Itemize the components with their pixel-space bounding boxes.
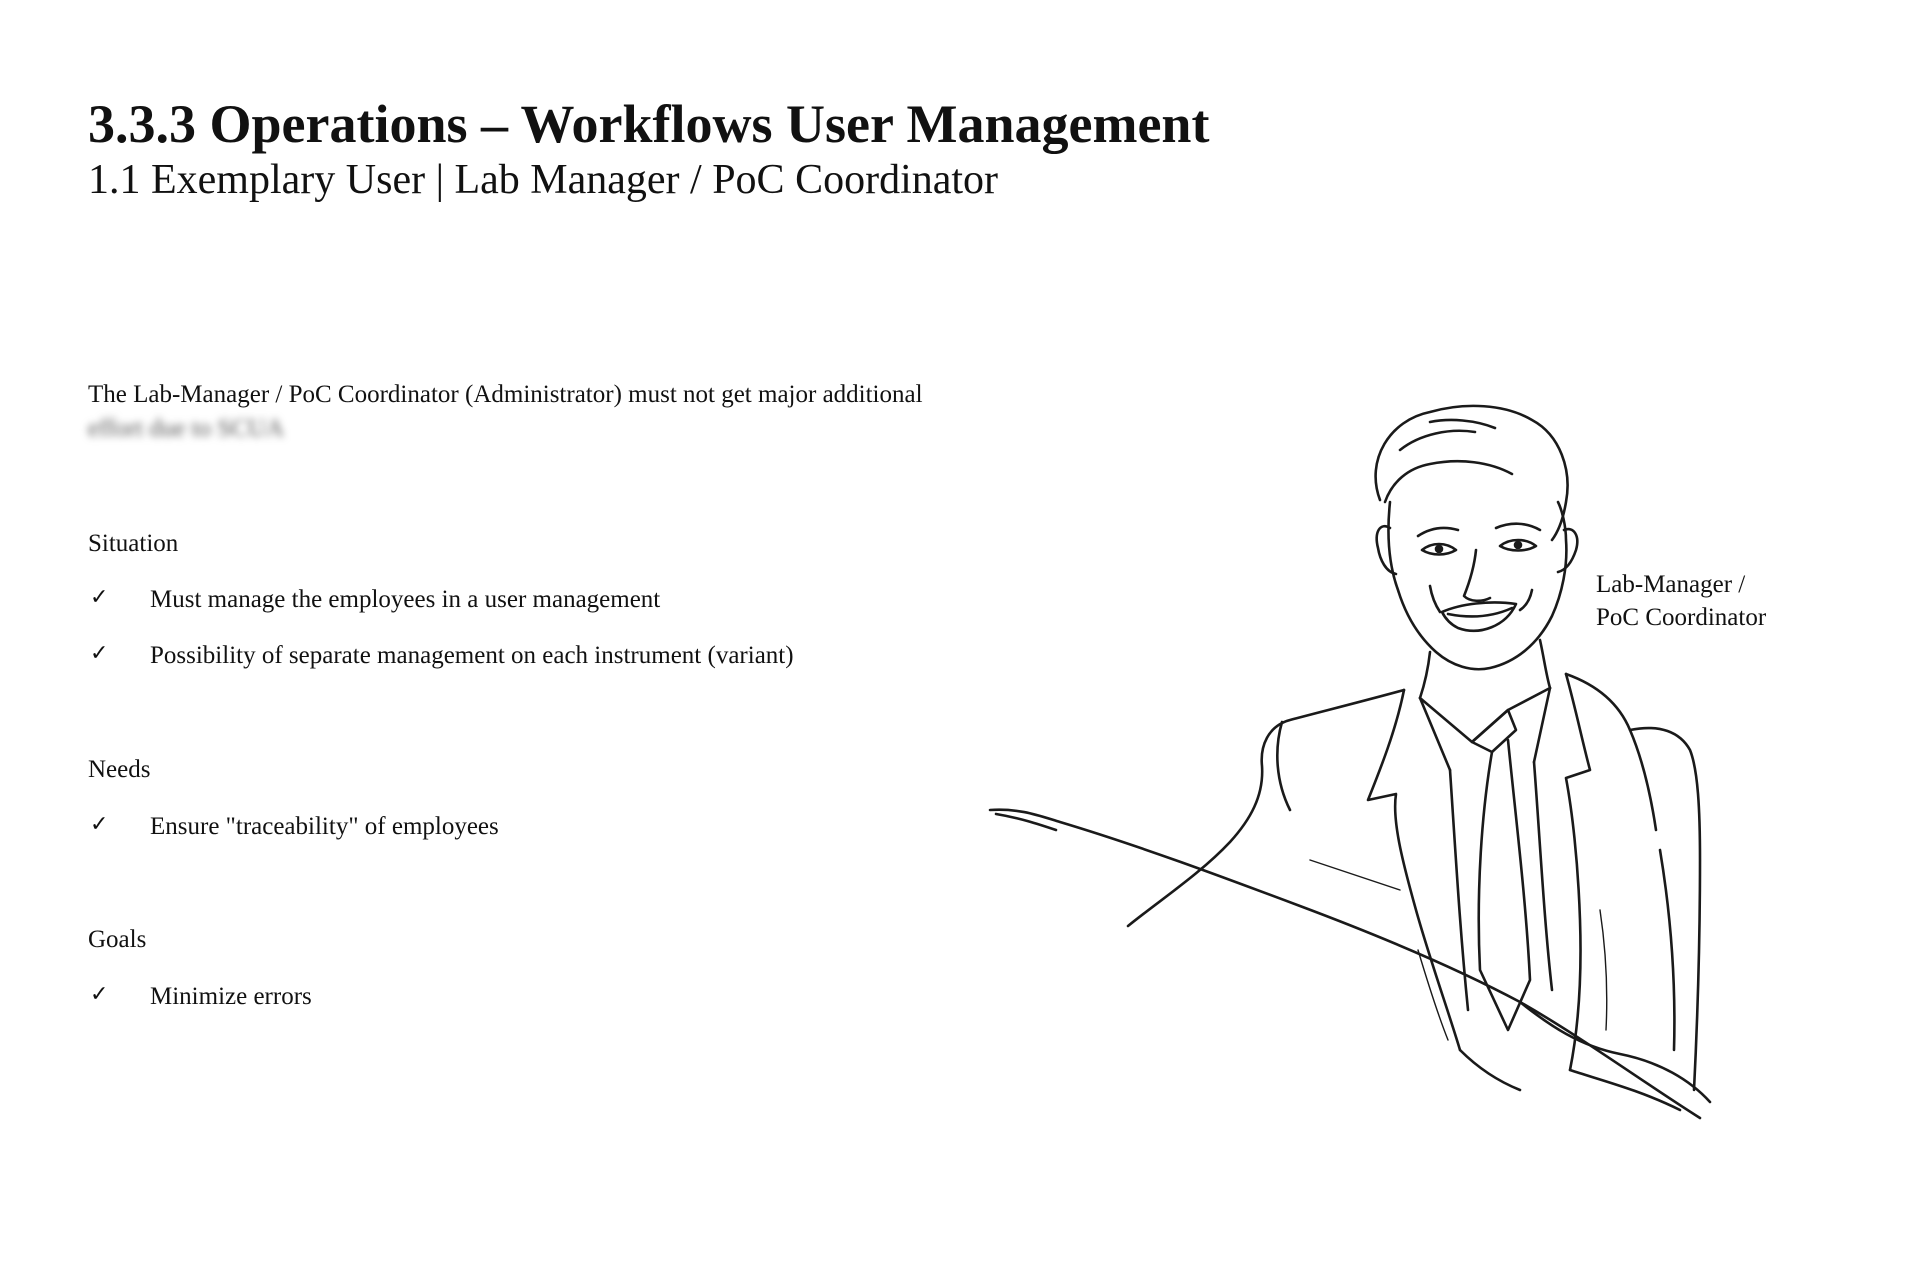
illustration-caption-line: Lab-Manager / (1596, 571, 1746, 598)
intro-line: The Lab-Manager / PoC Coordinator (Administrator) must not get major additional (88, 381, 923, 408)
checkmark-icon: ✓ (90, 982, 109, 1007)
intro-line-blurred: effort due to SCUA (88, 415, 285, 442)
list-item-text: Possibility of separate management on each instrument (variant) (150, 642, 794, 669)
page-title: 3.3.3 Operations – Workflows User Management (88, 94, 1210, 154)
section-heading-needs: Needs (88, 756, 151, 783)
intro-paragraph (88, 378, 1028, 446)
illustration-caption-line: PoC Coordinator (1596, 604, 1767, 631)
section-heading-goals: Goals (88, 926, 147, 953)
checkmark-icon: ✓ (90, 812, 109, 837)
list-item-text: Ensure "traceability" of employees (150, 813, 499, 840)
checkmark-icon: ✓ (90, 641, 109, 666)
businessman-sketch-icon (960, 390, 1760, 1150)
page-subtitle: 1.1 Exemplary User | Lab Manager / PoC Coordinator (88, 157, 999, 203)
list-item-text: Minimize errors (150, 983, 312, 1010)
list-item-text: Must manage the employees in a user management (150, 586, 661, 613)
illustration-caption (1596, 568, 1766, 634)
section-heading-situation: Situation (88, 530, 179, 557)
checkmark-icon: ✓ (90, 585, 109, 610)
